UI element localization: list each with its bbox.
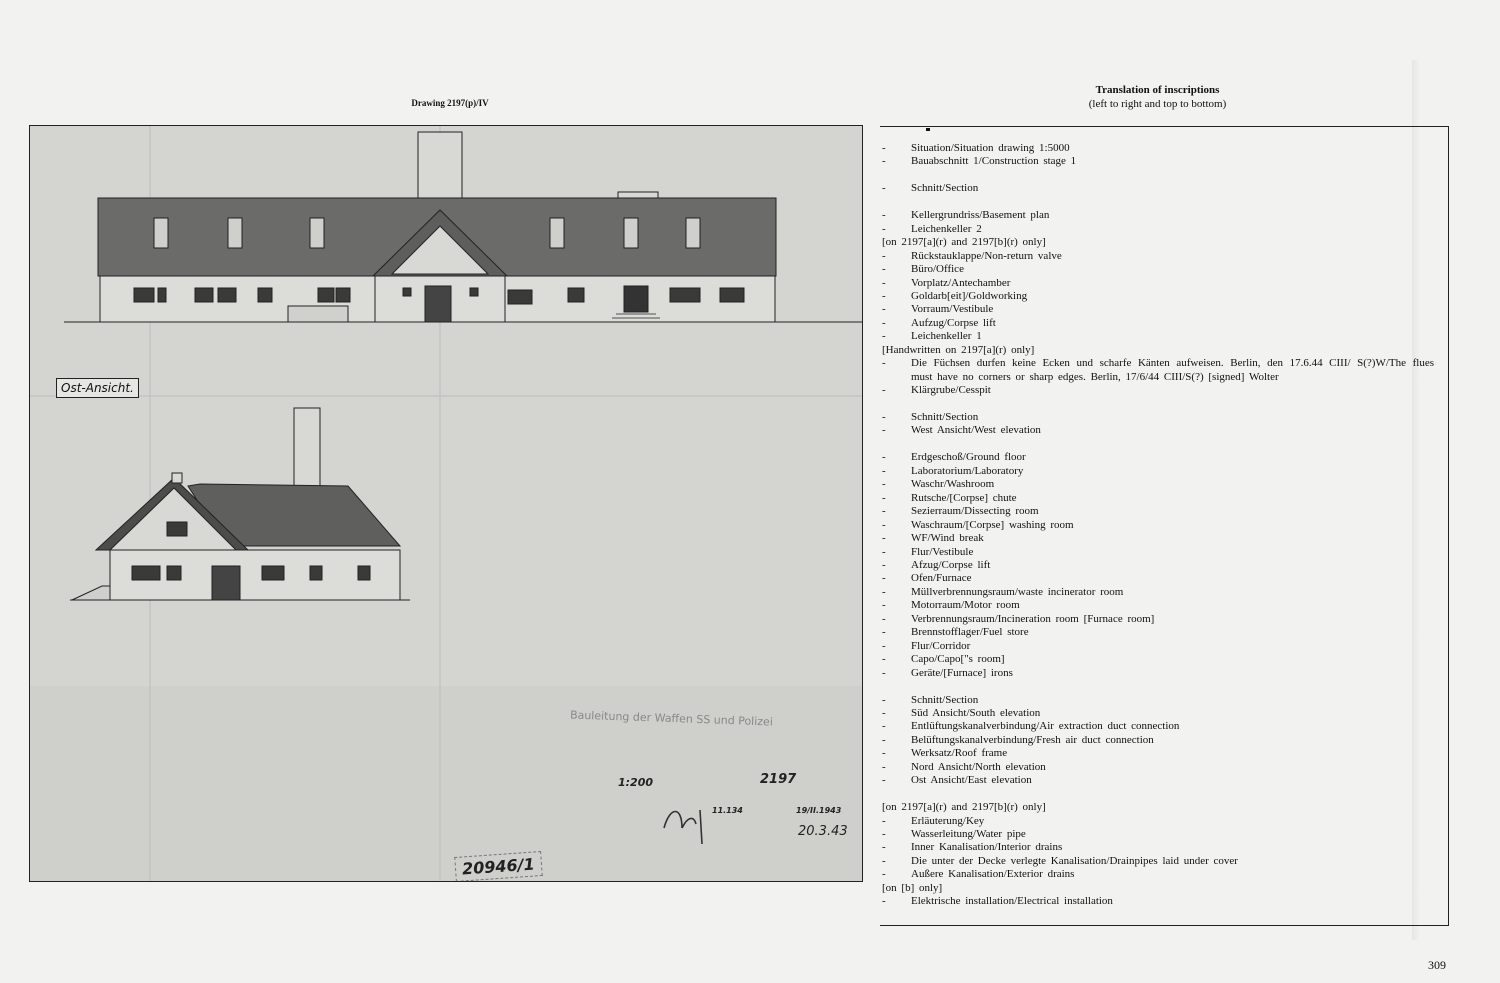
- list-item: - Vorplatz/Antechamber: [882, 277, 1434, 290]
- list-item: - Verbrennungsraum/Incineration room [Furnace room]: [882, 613, 1434, 626]
- list-item: - Nord Ansicht/North elevation: [882, 761, 1434, 774]
- translation-list: [882, 142, 1434, 909]
- list-item: - Rutsche/[Corpse] chute: [882, 492, 1434, 505]
- title-block-scale: 1:200: [618, 776, 654, 789]
- drawing-caption: Drawing 2197(p)/IV: [411, 98, 489, 108]
- list-item: - Afzug/Corpse lift: [882, 559, 1434, 572]
- list-item: - Die Füchsen durfen keine Ecken und scharfe Känten aufweisen. Berlin, den 17.6.44 CIII/ S(?)W/The flues must have no corners or sharp edges. Berlin, 17/6/44 CIII/S(?) [signed] Wolter: [882, 357, 1434, 384]
- list-item: - Waschr/Washroom: [882, 478, 1434, 491]
- list-item: - Schnitt/Section: [882, 411, 1434, 424]
- list-item: - Flur/Vestibule: [882, 546, 1434, 559]
- list-gap: [882, 438, 1434, 451]
- list-gap: [882, 680, 1434, 693]
- list-gap: [882, 169, 1434, 182]
- architectural-drawing: [29, 125, 863, 882]
- list-item: - Schnitt/Section: [882, 694, 1434, 707]
- list-item: - Die unter der Decke verlegte Kanalisation/Drainpipes laid under cover: [882, 855, 1434, 868]
- list-item: - Elektrische installation/Electrical installation: [882, 895, 1434, 908]
- translation-subtitle: (left to right and top to bottom): [1088, 98, 1227, 110]
- list-gap: [882, 788, 1434, 801]
- title-block-sign-number: 11.134: [712, 806, 743, 815]
- list-item: - Inner Kanalisation/Interior drains: [882, 841, 1434, 854]
- view-label: Ost-Ansicht.: [56, 378, 139, 398]
- archive-number: 20946/1: [454, 851, 542, 882]
- list-item: - Erläuterung/Key: [882, 815, 1434, 828]
- title-block-plan-number: 2197: [760, 772, 797, 787]
- list-item: - Leichenkeller 2: [882, 223, 1434, 236]
- list-item: - Entlüftungskanalverbindung/Air extraction duct connection: [882, 720, 1434, 733]
- list-item: - Laboratorium/Laboratory: [882, 465, 1434, 478]
- list-item: - Erdgeschoß/Ground floor: [882, 451, 1434, 464]
- list-item: - Situation/Situation drawing 1:5000: [882, 142, 1434, 155]
- list-item: - Wasserleitung/Water pipe: [882, 828, 1434, 841]
- list-item: - Sezierraum/Dissecting room: [882, 505, 1434, 518]
- list-item: - Waschraum/[Corpse] washing room: [882, 519, 1434, 532]
- title-block-date-printed: 19/II.1943: [796, 806, 842, 815]
- list-note: [Handwritten on 2197[a](r) only]: [882, 343, 1035, 356]
- list-item: - Bauabschnitt 1/Construction stage 1: [882, 155, 1434, 168]
- list-item: - Motorraum/Motor room: [882, 599, 1434, 612]
- signature-mark: [660, 798, 720, 848]
- list-gap: [882, 398, 1434, 411]
- list-item: - Ofen/Furnace: [882, 572, 1434, 585]
- page-number: 309: [1428, 958, 1446, 972]
- list-item: - Flur/Corridor: [882, 640, 1434, 653]
- list-item: - Schnitt/Section: [882, 182, 1434, 195]
- list-item: - Außere Kanalisation/Exterior drains: [882, 868, 1434, 881]
- list-item: - Rückstauklappe/Non-return valve: [882, 250, 1434, 263]
- title-block: [560, 706, 860, 876]
- list-item: - Kellergrundriss/Basement plan: [882, 209, 1434, 222]
- title-block-header: Bauleitung der Waffen SS und Polizei: [569, 708, 774, 729]
- translation-title: Translation of inscriptions: [1095, 84, 1220, 96]
- list-item: - Geräte/[Furnace] irons: [882, 667, 1434, 680]
- list-item: - West Ansicht/West elevation: [882, 424, 1434, 437]
- list-note: [on [b] only]: [882, 881, 943, 894]
- list-item: - Vorraum/Vestibule: [882, 303, 1434, 316]
- list-item: - Belüftungskanalverbindung/Fresh air duct connection: [882, 734, 1434, 747]
- translation-header: [1030, 84, 1285, 110]
- list-item: - WF/Wind break: [882, 532, 1434, 545]
- list-item: - Ost Ansicht/East elevation: [882, 774, 1434, 787]
- list-item: - Aufzug/Corpse lift: [882, 317, 1434, 330]
- list-note: [on 2197[a](r) and 2197[b](r) only]: [882, 236, 1046, 249]
- list-item: - Brennstofflager/Fuel store: [882, 626, 1434, 639]
- list-item: - Werksatz/Roof frame: [882, 747, 1434, 760]
- list-note: [on 2197[a](r) and 2197[b](r) only]: [882, 801, 1046, 814]
- list-gap: [882, 196, 1434, 209]
- list-item: - Capo/Capo["s room]: [882, 653, 1434, 666]
- list-item: - Leichenkeller 1: [882, 330, 1434, 343]
- list-item: - Klärgrube/Cesspit: [882, 384, 1434, 397]
- list-item: - Süd Ansicht/South elevation: [882, 707, 1434, 720]
- list-item: - Büro/Office: [882, 263, 1434, 276]
- list-item: - Müllverbrennungsraum/waste incinerator room: [882, 586, 1434, 599]
- title-block-date-written: 20.3.43: [798, 824, 848, 839]
- list-item: - Goldarb[eit]/Goldworking: [882, 290, 1434, 303]
- bullet-mark: [926, 128, 930, 131]
